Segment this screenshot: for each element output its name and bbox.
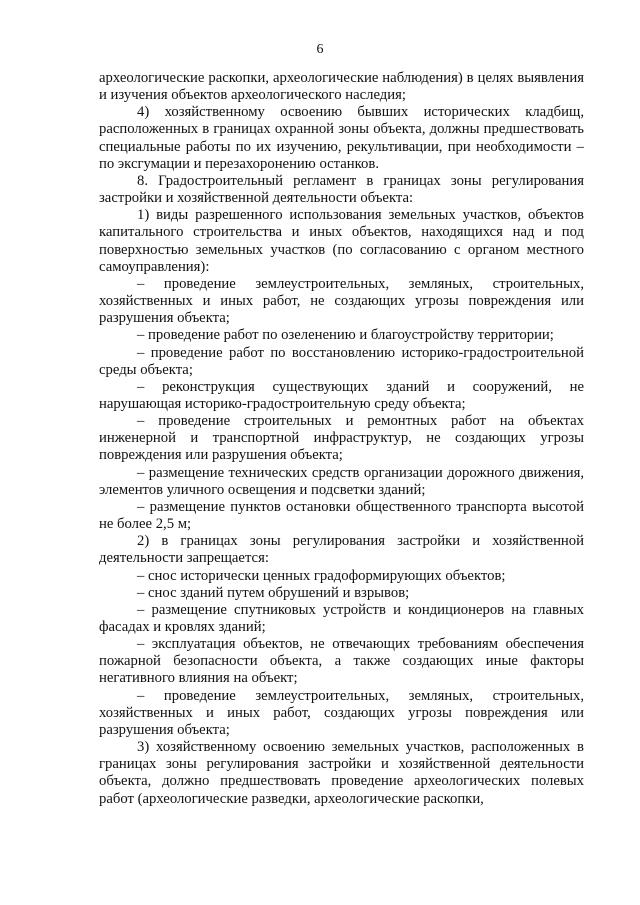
page-number: 6 bbox=[316, 42, 324, 57]
paragraph-item-1-permitted-uses: 1) виды разрешенного использования земельных участков, объектов капитального строительства и иных объектов, находящихся над и под поверхностью земельных участков (по согласованию с органом местного самоуправления): bbox=[99, 207, 584, 275]
paragraph-item-2-prohibited: 2) в границах зоны регулирования застройки и хозяйственной деятельности запрещается: bbox=[99, 533, 584, 567]
list-item-infrastructure-works: – проведение строительных и ремонтных работ на объектах инженерной и транспортной инфраструктур, не создающих угрозы повреждения или разрушения объекта; bbox=[99, 413, 584, 464]
list-item-landscaping: – проведение работ по озеленению и благоустройству территории; bbox=[137, 327, 554, 344]
list-item-fire-safety: – эксплуатация объектов, не отвечающих требованиям обеспечения пожарной безопасности объекта, а также создающих иные факторы негативного влияния на объект; bbox=[99, 636, 584, 687]
document-body bbox=[99, 70, 584, 808]
list-item-demolition-historic: – снос исторически ценных градоформирующих объектов; bbox=[137, 567, 506, 584]
paragraph-item-3-archaeology: 3) хозяйственному освоению земельных участков, расположенных в границах зоны регулирования застройки и хозяйственной деятельности объекта, должно предшествовать проведение археологических полевых работ (археологические разведки, археологические раскопки, bbox=[99, 739, 584, 807]
paragraph-continuation: археологические раскопки, археологические наблюдения) в целях выявления и изучения объектов археологического наследия; bbox=[99, 70, 584, 104]
list-item-land-works: – проведение землеустроительных, земляных, строительных, хозяйственных и иных работ, не создающих угрозы повреждения или разрушения объекта; bbox=[99, 275, 584, 327]
list-item-transit-stops: – размещение пунктов остановки общественного транспорта высотой не более 2,5 м; bbox=[99, 498, 584, 533]
list-item-satellite-ac: – размещение спутниковых устройств и кондиционеров на главных фасадах и кровлях зданий; bbox=[99, 601, 584, 635]
list-item-reconstruction: – реконструкция существующих зданий и сооружений, не нарушающая историко-градостроительную среду объекта; bbox=[99, 378, 584, 412]
list-item-harmful-works: – проведение землеустроительных, земляных, строительных, хозяйственных и иных работ, создающих угрозы повреждения или разрушения объекта; bbox=[99, 687, 584, 738]
list-item-traffic-lighting: – размещение технических средств организации дорожного движения, элементов уличного освещения и подсветки зданий; bbox=[99, 464, 584, 498]
paragraph-item-4-cemeteries: 4) хозяйственному освоению бывших исторических кладбищ, расположенных в границах охранной зоны объекта, должны предшествовать специальные работы по их изучению, рекультивации, при необходимости – по эксгумации и перезахоронению останков. bbox=[99, 104, 584, 172]
paragraph-section-8-heading: 8. Градостроительный регламент в границах зоны регулирования застройки и хозяйственной деятельности объекта: bbox=[99, 172, 584, 207]
list-item-restoration: – проведение работ по восстановлению историко-градостроительной среды объекта; bbox=[99, 344, 584, 378]
list-item-demolition-explosions: – снос зданий путем обрушений и взрывов; bbox=[137, 584, 410, 601]
